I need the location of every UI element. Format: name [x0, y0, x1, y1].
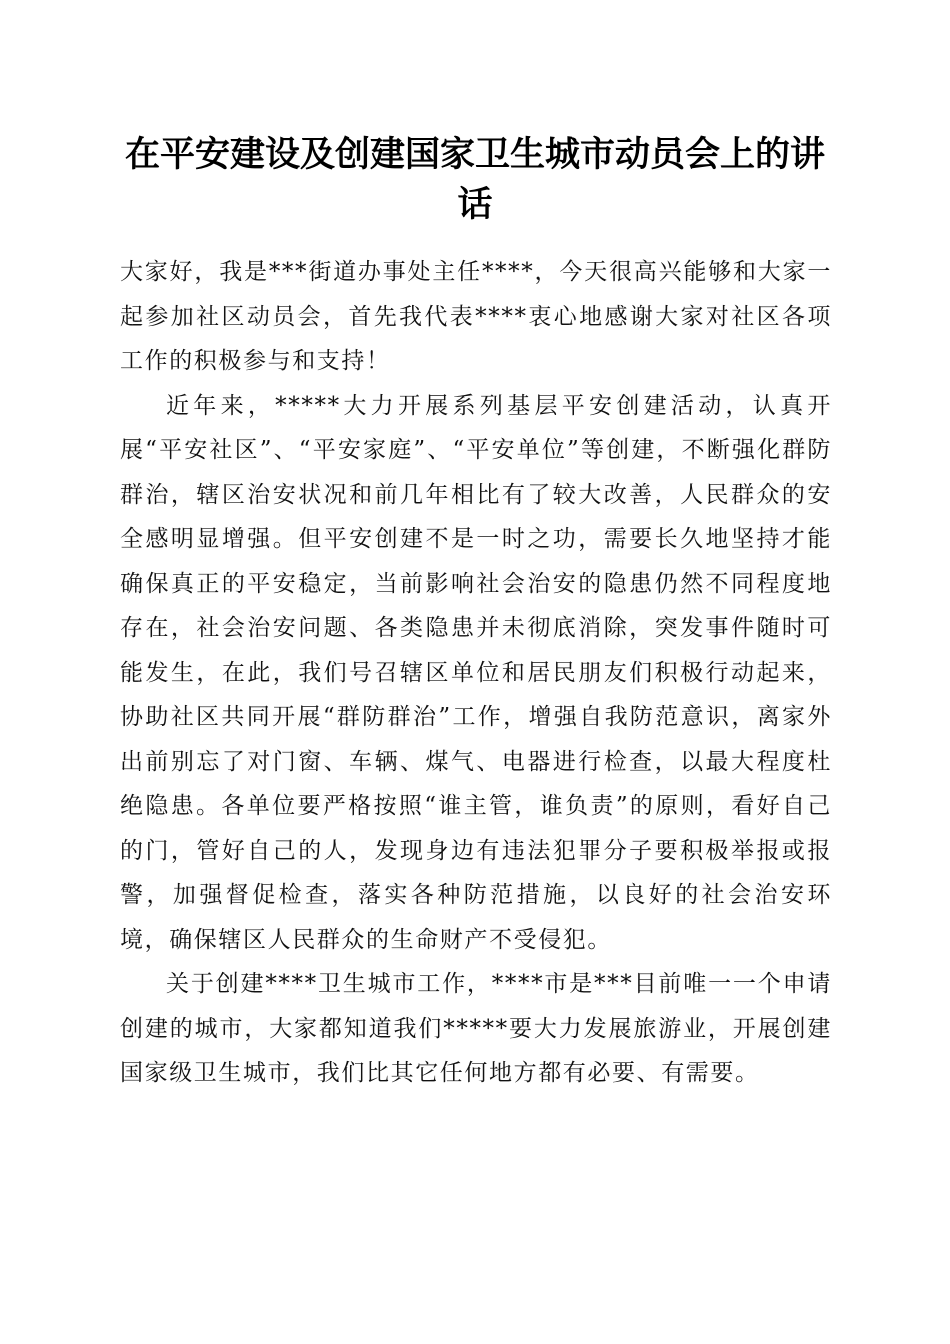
paragraph-greeting: 大家好，我是***街道办事处主任****，今天很高兴能够和大家一起参加社区动员会，首先我代表****衷心地感谢大家对社区各项工作的积极参与和支持！	[120, 259, 832, 374]
document-title: 在平安建设及创建国家卫生城市动员会上的讲话	[124, 134, 825, 225]
document-body	[120, 250, 832, 1096]
paragraph-sanitary-city: 关于创建****卫生城市工作，****市是***目前唯一一个申请创建的城市，大家都知道我们*****要大力发展旅游业，开展创建国家级卫生城市，我们比其它任何地方都有必要、有需要。	[120, 971, 832, 1086]
paragraph-safety-building: 近年来，*****大力开展系列基层平安创建活动，认真开展“平安社区”、“平安家庭”、“平安单位”等创建，不断强化群防群治，辖区治安状况和前几年相比有了较大改善，人民群众的安全感明显增强。但平安创建不是一时之功，需要长久地坚持才能确保真正的平安稳定，当前影响社会治安的隐患仍然不同程度地存在，社会治安问题、各类隐患并未彻底消除，突发事件随时可能发生，在此，我们号召辖区单位和居民朋友们积极行动起来，协助社区共同开展“群防群治”工作，增强自我防范意识，离家外出前别忘了对门窗、车辆、煤气、电器进行检查，以最大程度杜绝隐患。各单位要严格按照“谁主管，谁负责”的原则，看好自己的门，管好自己的人，发现身边有违法犯罪分子要积极举报或报警，加强督促检查，落实各种防范措施，以良好的社会治安环境，确保辖区人民群众的生命财产不受侵犯。	[120, 392, 832, 953]
